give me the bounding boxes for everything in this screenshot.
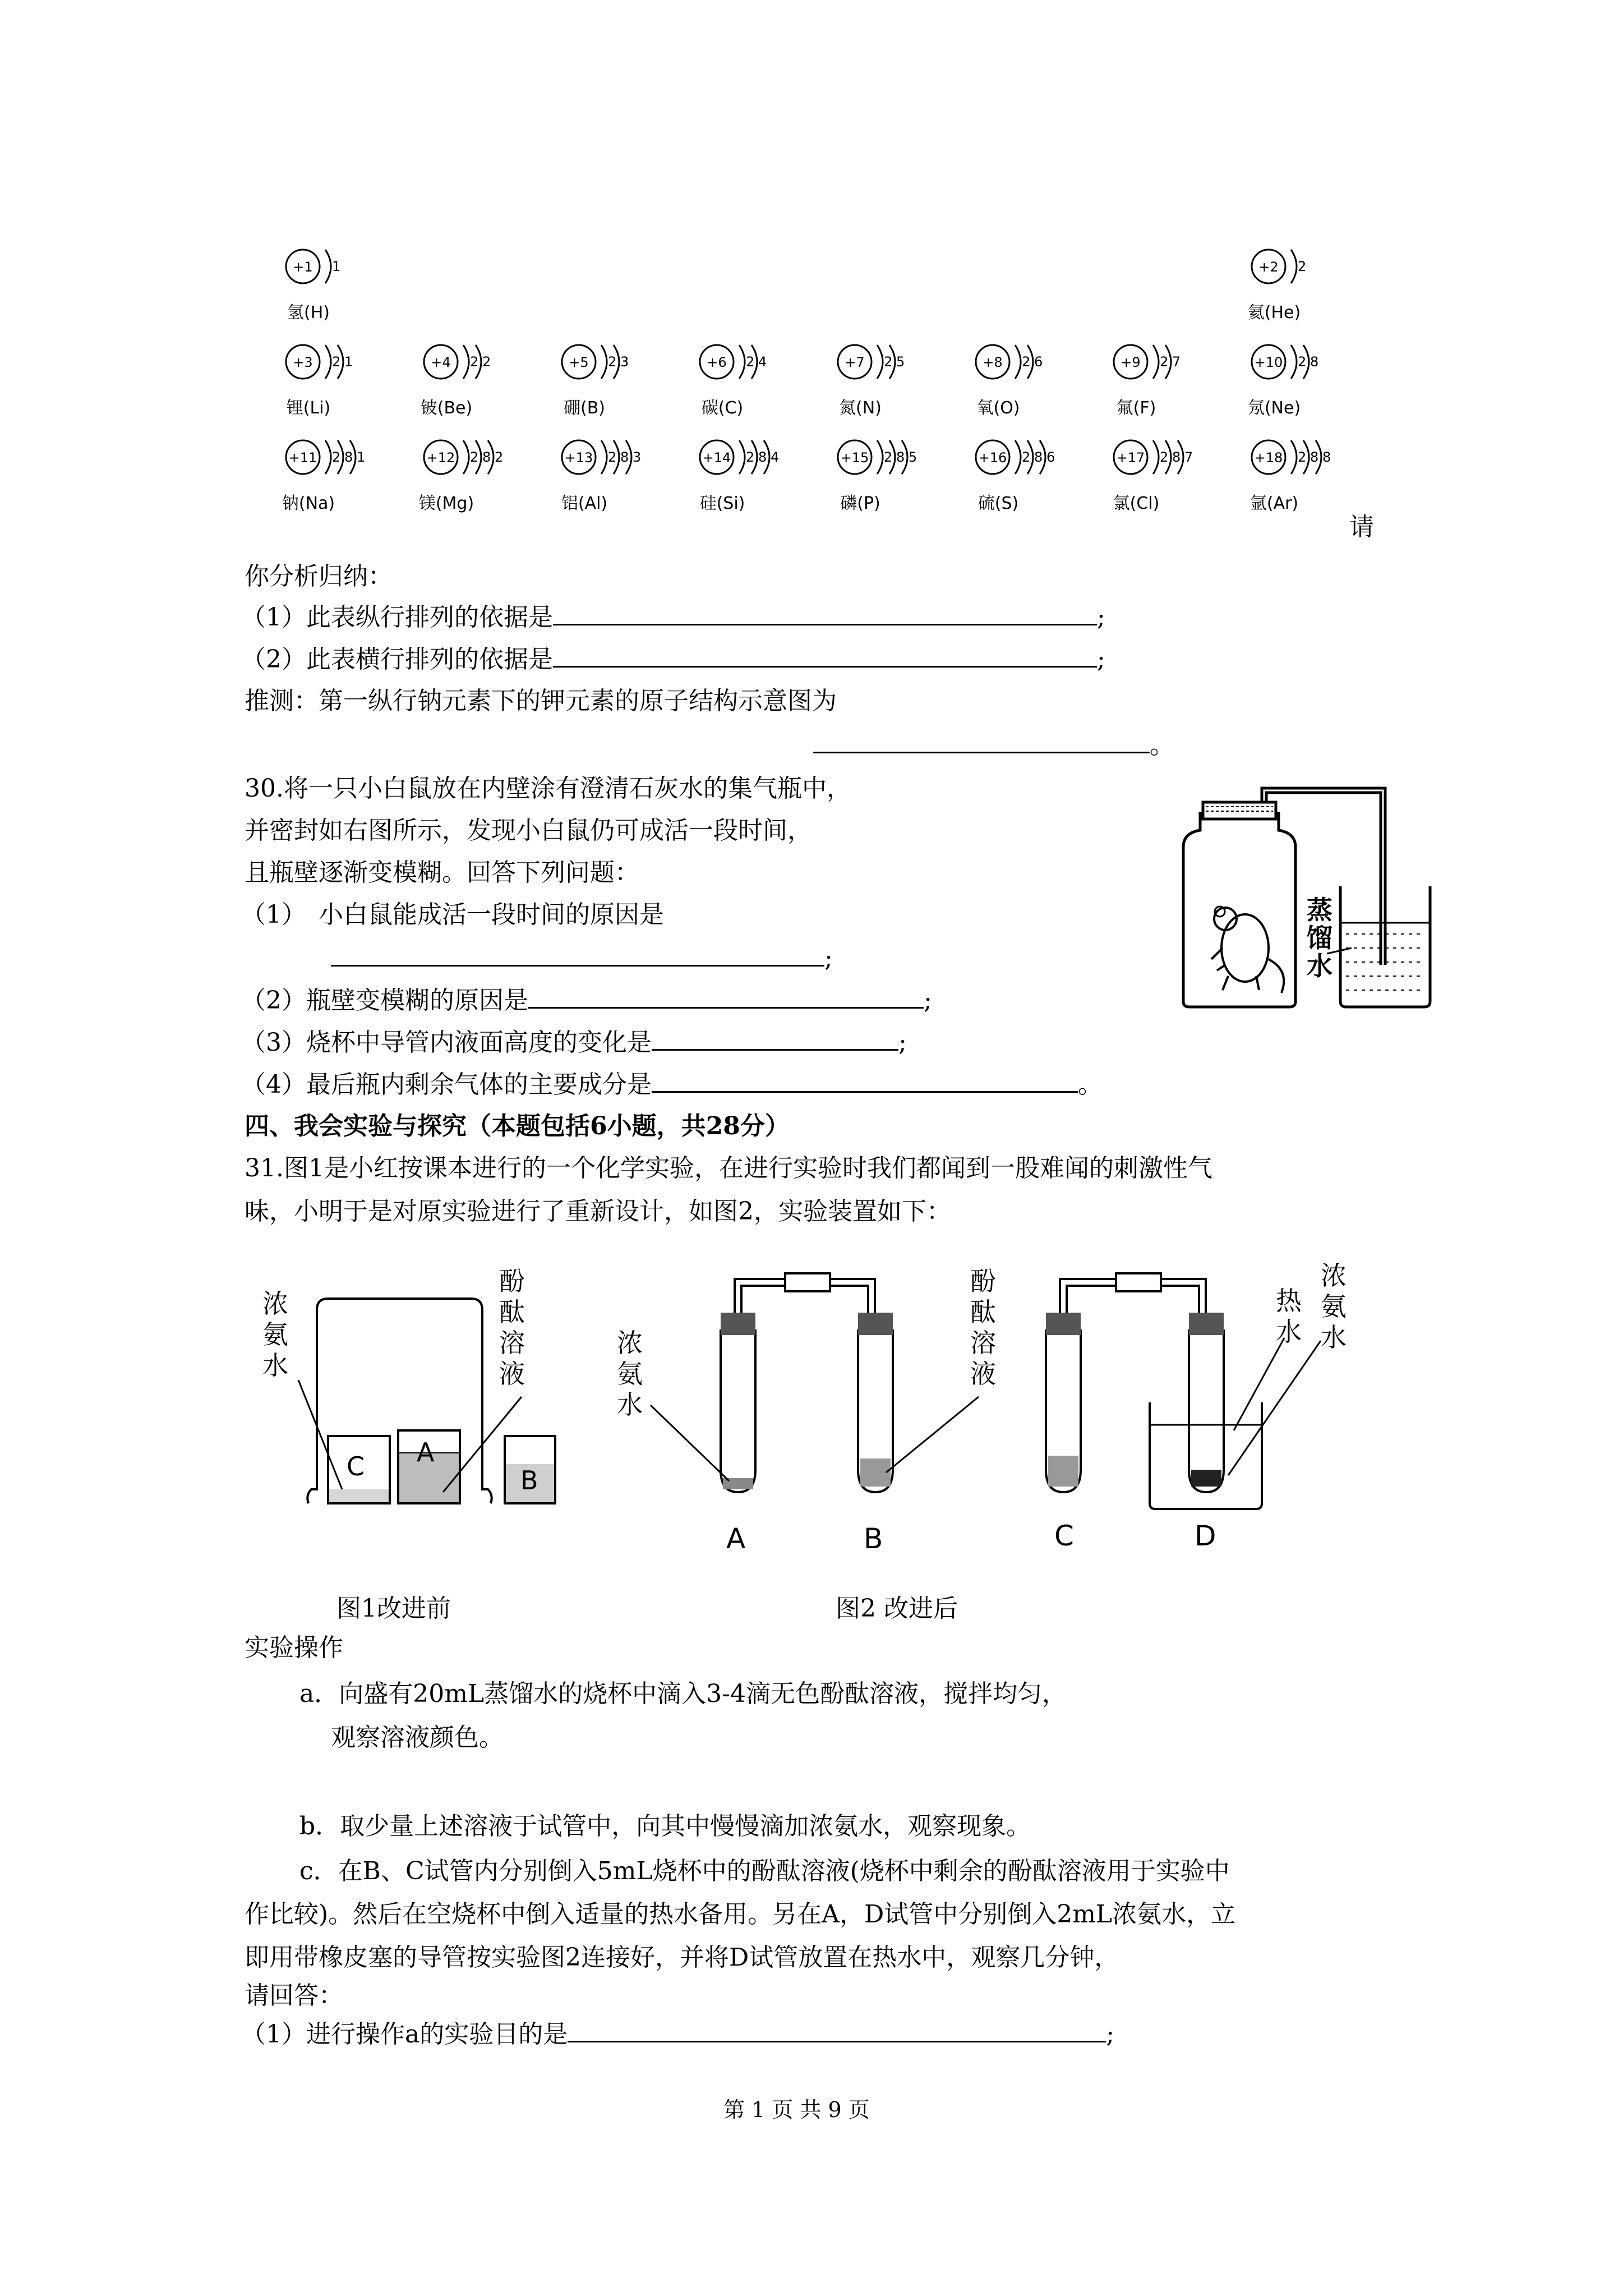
electron-count: 8 bbox=[1310, 449, 1319, 465]
electron-shell-arc bbox=[1291, 250, 1297, 283]
operation-c-line2: 作比较)。然后在空烧杯中倒入适量的热水备用。另在A，D试管中分别倒入2mL浓氨水，立 bbox=[245, 1900, 1236, 1929]
mouse-jar-apparatus-figure bbox=[1161, 780, 1441, 1015]
answer-blank[interactable] bbox=[528, 984, 924, 1009]
fig2-phenol-label-1: 酚 bbox=[970, 1266, 996, 1296]
test-tube-a bbox=[721, 1329, 755, 1492]
fig1-ammonia-label-2: 氨 bbox=[262, 1319, 288, 1350]
q30-part2 bbox=[241, 984, 932, 1016]
electron-shell-arc bbox=[1153, 345, 1159, 379]
electron-count: 2 bbox=[608, 449, 617, 465]
q30-part1-answer bbox=[331, 942, 833, 974]
electron-count: 5 bbox=[909, 449, 917, 465]
q30-part3 bbox=[241, 1027, 907, 1059]
electron-count: 8 bbox=[758, 449, 767, 465]
figure-2-after bbox=[611, 1257, 1441, 1571]
q30-line2: 并密封如右图所示，发现小白鼠仍可成活一段时间， bbox=[245, 816, 812, 845]
q29-part1 bbox=[241, 601, 1105, 633]
q29-inference-answer bbox=[813, 729, 1174, 761]
q30-line1: 30.将一只小白鼠放在内壁涂有澄清石灰水的集气瓶中， bbox=[245, 774, 851, 803]
electron-shell-arc bbox=[877, 440, 883, 474]
electron-shell-arc bbox=[1015, 345, 1021, 379]
fig2-ammonia-label-2: 氨 bbox=[617, 1359, 643, 1389]
element-name: 氖(Ne) bbox=[1247, 398, 1301, 418]
element-name: 氦(He) bbox=[1247, 303, 1301, 323]
distilled-water-label-1: 蒸 bbox=[1307, 895, 1332, 925]
atom-diagram bbox=[282, 440, 365, 513]
electron-count: 2 bbox=[332, 449, 341, 465]
electron-count: 4 bbox=[771, 449, 780, 465]
semicolon: ; bbox=[1106, 2020, 1115, 2049]
fig2-ammonia-label-1: 浓 bbox=[617, 1328, 643, 1358]
atom-diagram bbox=[976, 440, 1055, 513]
period: 。 bbox=[1150, 731, 1174, 760]
electron-count: 2 bbox=[746, 449, 755, 465]
atom-diagram bbox=[700, 345, 767, 418]
atom-diagram bbox=[976, 345, 1043, 418]
q31-line1: 31.图1是小红按课本进行的一个化学实验，在进行实验时我们都闻到一股难闻的刺激性气 bbox=[245, 1154, 1212, 1182]
semicolon: ; bbox=[924, 986, 932, 1015]
beaker-b-label: B bbox=[520, 1465, 538, 1496]
electron-shell-arc bbox=[739, 345, 745, 379]
electron-count: 5 bbox=[896, 354, 905, 370]
fig1-phenol-label-2: 酞 bbox=[499, 1297, 525, 1327]
electron-count: 8 bbox=[896, 449, 905, 465]
beaker-a-label: A bbox=[417, 1437, 435, 1467]
nuclear-charge: +6 bbox=[707, 355, 727, 370]
electron-count: 6 bbox=[1034, 354, 1043, 370]
operation-a-line1: a．向盛有20mL蒸馏水的烧杯中滴入3-4滴无色酚酞溶液，搅拌均匀， bbox=[299, 1680, 1067, 1708]
tube-d-label: D bbox=[1195, 1520, 1216, 1552]
nuclear-charge: +2 bbox=[1258, 259, 1279, 275]
electron-count: 3 bbox=[633, 449, 642, 465]
element-name: 硼(B) bbox=[564, 398, 605, 418]
element-name: 磷(P) bbox=[840, 494, 880, 513]
fig1-phenol-label-3: 溶 bbox=[499, 1328, 525, 1358]
element-name: 碳(C) bbox=[701, 398, 744, 418]
electron-count: 2 bbox=[884, 449, 893, 465]
gas-jar bbox=[1183, 813, 1295, 1007]
answer-blank[interactable] bbox=[652, 1069, 1078, 1093]
nuclear-charge: +16 bbox=[978, 450, 1007, 466]
element-name: 钠(Na) bbox=[282, 494, 335, 513]
electron-count: 8 bbox=[1172, 449, 1181, 465]
q31-part1 bbox=[241, 2018, 1114, 2050]
nuclear-charge: +8 bbox=[983, 355, 1003, 370]
electron-shell-arc bbox=[601, 440, 607, 474]
element-name: 铝(Al) bbox=[561, 494, 608, 513]
electron-count: 2 bbox=[746, 354, 755, 370]
electron-count: 8 bbox=[620, 449, 629, 465]
nuclear-charge: +7 bbox=[845, 355, 865, 370]
electron-count: 1 bbox=[344, 354, 353, 370]
nuclear-charge: +17 bbox=[1116, 450, 1145, 466]
nuclear-charge: +4 bbox=[431, 355, 451, 370]
operation-a-line2: 观察溶液颜色。 bbox=[331, 1723, 504, 1752]
semicolon: ; bbox=[1097, 603, 1105, 632]
element-name: 氩(Ar) bbox=[1249, 494, 1299, 513]
figure-1-caption: 图1改进前 bbox=[336, 1594, 451, 1623]
atom-diagram bbox=[1114, 345, 1181, 418]
distilled-water-label-3: 水 bbox=[1307, 951, 1332, 981]
electron-shell-arc bbox=[463, 345, 469, 379]
electron-count: 2 bbox=[470, 354, 479, 370]
electron-count: 4 bbox=[758, 354, 767, 370]
answer-blank[interactable] bbox=[553, 643, 1097, 668]
electron-count: 2 bbox=[1022, 354, 1031, 370]
mouse-icon bbox=[1211, 907, 1284, 993]
operation-c-line3: 即用带橡皮塞的导管按实验图2连接好，并将D试管放置在热水中，观察几分钟， bbox=[245, 1943, 1119, 1972]
nuclear-charge: +9 bbox=[1121, 355, 1141, 370]
section-4-heading: 四、我会实验与探究（本题包括6小题，共28分） bbox=[245, 1112, 790, 1140]
electron-count: 2 bbox=[1160, 354, 1169, 370]
q29-inference: 推测：第一纵行钠元素下的钾元素的原子结构示意图为 bbox=[245, 687, 837, 715]
electron-shell-arc bbox=[1015, 440, 1021, 474]
q30-part1: （1） 小白鼠能成活一段时间的原因是 bbox=[241, 900, 664, 929]
semicolon: ; bbox=[1097, 645, 1105, 674]
fig2-hot-water-label-1: 热 bbox=[1276, 1286, 1302, 1316]
electron-count: 2 bbox=[1160, 449, 1169, 465]
atomic-structure-table bbox=[269, 241, 1335, 533]
electron-count: 8 bbox=[1322, 449, 1331, 465]
fig1-phenol-label-1: 酚 bbox=[499, 1268, 525, 1296]
tube-pair-ab bbox=[721, 1273, 893, 1492]
fig2-conc-ammonia-label-3: 水 bbox=[1321, 1322, 1347, 1352]
q29-intro: 你分析归纳： bbox=[245, 562, 393, 591]
tube-c-label: C bbox=[1054, 1520, 1074, 1552]
electron-count: 8 bbox=[1310, 354, 1319, 370]
nuclear-charge: +10 bbox=[1254, 355, 1283, 370]
nuclear-charge: +14 bbox=[702, 450, 731, 466]
element-name: 镁(Mg) bbox=[418, 494, 474, 513]
electron-count: 1 bbox=[332, 259, 341, 274]
tube-a-label: A bbox=[726, 1522, 746, 1555]
please-answer: 请回答： bbox=[245, 1981, 343, 2010]
q31-part1-label: （1）进行操作a的实验目的是 bbox=[241, 2020, 568, 2049]
q29-part2-label: （2）此表横行排列的依据是 bbox=[241, 645, 553, 674]
fig1-phenol-label-4: 液 bbox=[499, 1359, 525, 1389]
q31-line2: 味，小明于是对原实验进行了重新设计，如图2，实验装置如下： bbox=[245, 1197, 951, 1226]
electron-count: 2 bbox=[332, 354, 341, 370]
q29-part1-label: （1）此表纵行排列的依据是 bbox=[241, 603, 553, 632]
q30-line3: 且瓶壁逐渐变模糊。回答下列问题： bbox=[245, 858, 639, 887]
answer-blank[interactable] bbox=[331, 942, 824, 967]
nuclear-charge: +13 bbox=[564, 450, 593, 466]
element-name: 氮(N) bbox=[839, 398, 882, 418]
atom-diagram bbox=[1248, 250, 1307, 323]
fig1-ammonia-label-1: 浓 bbox=[262, 1289, 288, 1319]
answer-blank[interactable] bbox=[813, 729, 1150, 753]
tube-b-label: B bbox=[864, 1522, 883, 1555]
electron-count: 2 bbox=[470, 449, 479, 465]
period: 。 bbox=[1078, 1070, 1103, 1099]
electron-count: 8 bbox=[482, 449, 491, 465]
atom-diagram bbox=[286, 250, 340, 323]
electron-count: 7 bbox=[1172, 354, 1181, 370]
atom-diagram bbox=[1113, 440, 1193, 513]
atom-diagram bbox=[1250, 440, 1331, 513]
fig2-conc-ammonia-label-1: 浓 bbox=[1321, 1260, 1347, 1291]
answer-blank[interactable] bbox=[568, 2018, 1106, 2042]
q30-part4 bbox=[241, 1069, 1103, 1101]
nuclear-charge: +15 bbox=[840, 450, 869, 466]
electron-shell-arc bbox=[1153, 440, 1159, 474]
figure-1-before bbox=[258, 1268, 639, 1515]
atom-diagram bbox=[419, 440, 503, 513]
fig2-phenol-label-2: 酞 bbox=[970, 1297, 996, 1327]
figure-2-caption: 图2 改进后 bbox=[836, 1594, 958, 1623]
operation-c-line1: c．在B、C试管内分别倒入5mL烧杯中的酚酞溶液(烧杯中剩余的酚酞溶液用于实验中 bbox=[299, 1857, 1230, 1885]
beaker-c-label: C bbox=[347, 1451, 365, 1481]
atom-diagram bbox=[421, 345, 491, 418]
answer-blank[interactable] bbox=[553, 601, 1097, 625]
element-name: 氯(Cl) bbox=[1113, 494, 1160, 513]
electron-count: 2 bbox=[482, 354, 491, 370]
fig1-ammonia-label-3: 水 bbox=[262, 1350, 288, 1381]
atom-diagram bbox=[700, 440, 780, 513]
answer-blank[interactable] bbox=[652, 1027, 898, 1051]
nuclear-charge: +12 bbox=[426, 450, 455, 466]
nuclear-charge: +3 bbox=[293, 355, 313, 370]
fig2-phenol-label-4: 液 bbox=[970, 1359, 996, 1389]
semicolon: ; bbox=[824, 944, 833, 973]
atom-diagram bbox=[286, 345, 353, 418]
electron-count: 3 bbox=[620, 354, 629, 370]
element-name: 氢(H) bbox=[287, 303, 330, 323]
element-name: 铍(Be) bbox=[420, 398, 473, 418]
test-tube-d bbox=[1189, 1329, 1224, 1492]
electron-count: 2 bbox=[495, 449, 504, 465]
element-name: 氟(F) bbox=[1116, 398, 1156, 418]
atom-diagram bbox=[838, 345, 905, 418]
electron-count: 2 bbox=[1298, 259, 1307, 274]
electron-count: 2 bbox=[608, 354, 617, 370]
q30-part3-label: （3）烧杯中导管内液面高度的变化是 bbox=[241, 1028, 652, 1057]
electron-shell-arc bbox=[325, 345, 331, 379]
fig2-hot-water-label-2: 水 bbox=[1276, 1317, 1302, 1347]
element-name: 硅(Si) bbox=[699, 494, 745, 513]
element-name: 硫(S) bbox=[978, 494, 1019, 513]
electron-count: 2 bbox=[1298, 449, 1307, 465]
atom-diagram bbox=[562, 345, 629, 418]
electron-count: 2 bbox=[1298, 354, 1307, 370]
electron-count: 8 bbox=[344, 449, 353, 465]
q30-part2-label: （2）瓶壁变模糊的原因是 bbox=[241, 986, 528, 1015]
electron-count: 1 bbox=[357, 449, 366, 465]
nuclear-charge: +5 bbox=[569, 355, 589, 370]
electron-shell-arc bbox=[325, 440, 331, 474]
element-name: 锂(Li) bbox=[286, 398, 331, 418]
electron-shell-arc bbox=[325, 250, 331, 283]
electron-shell-arc bbox=[1291, 345, 1297, 379]
electron-count: 8 bbox=[1034, 449, 1043, 465]
atom-diagram bbox=[838, 440, 917, 513]
nuclear-charge: +11 bbox=[288, 450, 317, 466]
distilled-water-label-2: 馏 bbox=[1307, 923, 1332, 953]
atom-diagram bbox=[561, 440, 641, 513]
electron-count: 6 bbox=[1046, 449, 1055, 465]
electron-count: 2 bbox=[884, 354, 893, 370]
atom-diagram bbox=[1248, 345, 1318, 418]
nuclear-charge: +1 bbox=[293, 259, 313, 275]
electron-shell-arc bbox=[601, 345, 607, 379]
semicolon: ; bbox=[898, 1028, 907, 1057]
operation-b: b．取少量上述溶液于试管中，向其中慢慢滴加浓氨水，观察现象。 bbox=[299, 1812, 1031, 1841]
electron-shell-arc bbox=[463, 440, 469, 474]
jar-stopper bbox=[1203, 802, 1276, 819]
nuclear-charge: +18 bbox=[1254, 450, 1283, 466]
element-name: 氧(O) bbox=[976, 398, 1020, 418]
page-footer: 第 1 页 共 9 页 bbox=[723, 2097, 870, 2122]
experiment-operations-heading: 实验操作 bbox=[245, 1634, 343, 1662]
electron-count: 2 bbox=[1022, 449, 1031, 465]
q30-part4-label: （4）最后瓶内剩余气体的主要成分是 bbox=[241, 1070, 652, 1099]
electron-shell-arc bbox=[1291, 440, 1297, 474]
electron-count: 7 bbox=[1184, 449, 1193, 465]
fig2-phenol-label-3: 溶 bbox=[970, 1328, 996, 1358]
fig2-ammonia-label-3: 水 bbox=[617, 1389, 643, 1420]
q29-part2 bbox=[241, 643, 1105, 675]
please-text: 请 bbox=[1349, 513, 1374, 541]
electron-shell-arc bbox=[739, 440, 745, 474]
fig2-conc-ammonia-label-2: 氨 bbox=[1321, 1291, 1347, 1322]
electron-shell-arc bbox=[877, 345, 883, 379]
